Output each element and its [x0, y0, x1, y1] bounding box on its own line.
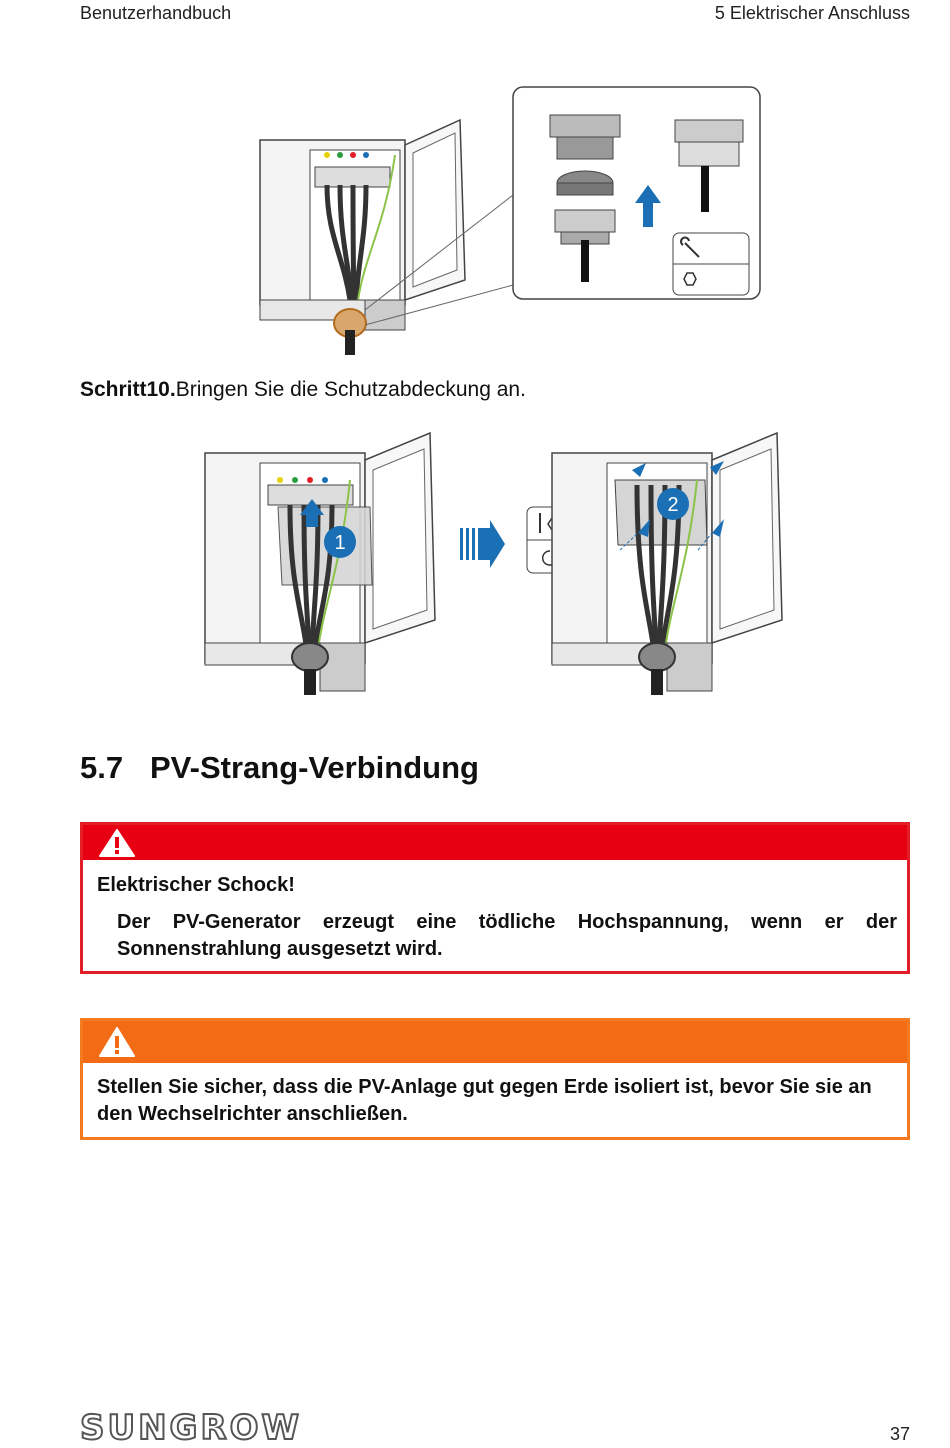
warning-box: [80, 1018, 910, 1140]
section-title: PV-Strang-Verbindung: [150, 750, 479, 785]
section-heading: [80, 750, 479, 786]
header-right: 5 Elektrischer Anschluss: [714, 3, 910, 23]
cable-gland-figure: [255, 85, 765, 360]
danger-box: [80, 822, 910, 974]
warning-text: Stellen Sie sicher, dass die PV-Anlage gut gegen Erde isoliert ist, bevor Sie sie an den Wechselrichter anschließen.: [97, 1076, 872, 1125]
page-number: 37: [889, 1424, 910, 1444]
step-text: Bringen Sie die Schutzabdeckung an.: [175, 378, 526, 401]
warning-triangle-icon: [98, 828, 136, 858]
warning-triangle-icon: [98, 1026, 136, 1058]
warning-bar: [83, 1021, 907, 1063]
callout-1: 1: [334, 532, 346, 554]
step-10: [80, 378, 526, 402]
danger-title: Elektrischer Schock!: [97, 874, 295, 896]
callout-2: 2: [667, 494, 679, 516]
danger-bar: [83, 825, 907, 860]
sungrow-logo: SUNGROW: [80, 1408, 303, 1448]
section-number: 5.7: [80, 750, 124, 785]
header-left: Benutzerhandbuch: [80, 3, 232, 23]
protective-cover-figure: [200, 425, 800, 705]
step-label: Schritt10.: [80, 378, 176, 401]
danger-text: Der PV-Generator erzeugt eine tödliche Hochspannung, wenn er der Sonnenstrahlung ausgesetzt wird.: [117, 911, 897, 960]
